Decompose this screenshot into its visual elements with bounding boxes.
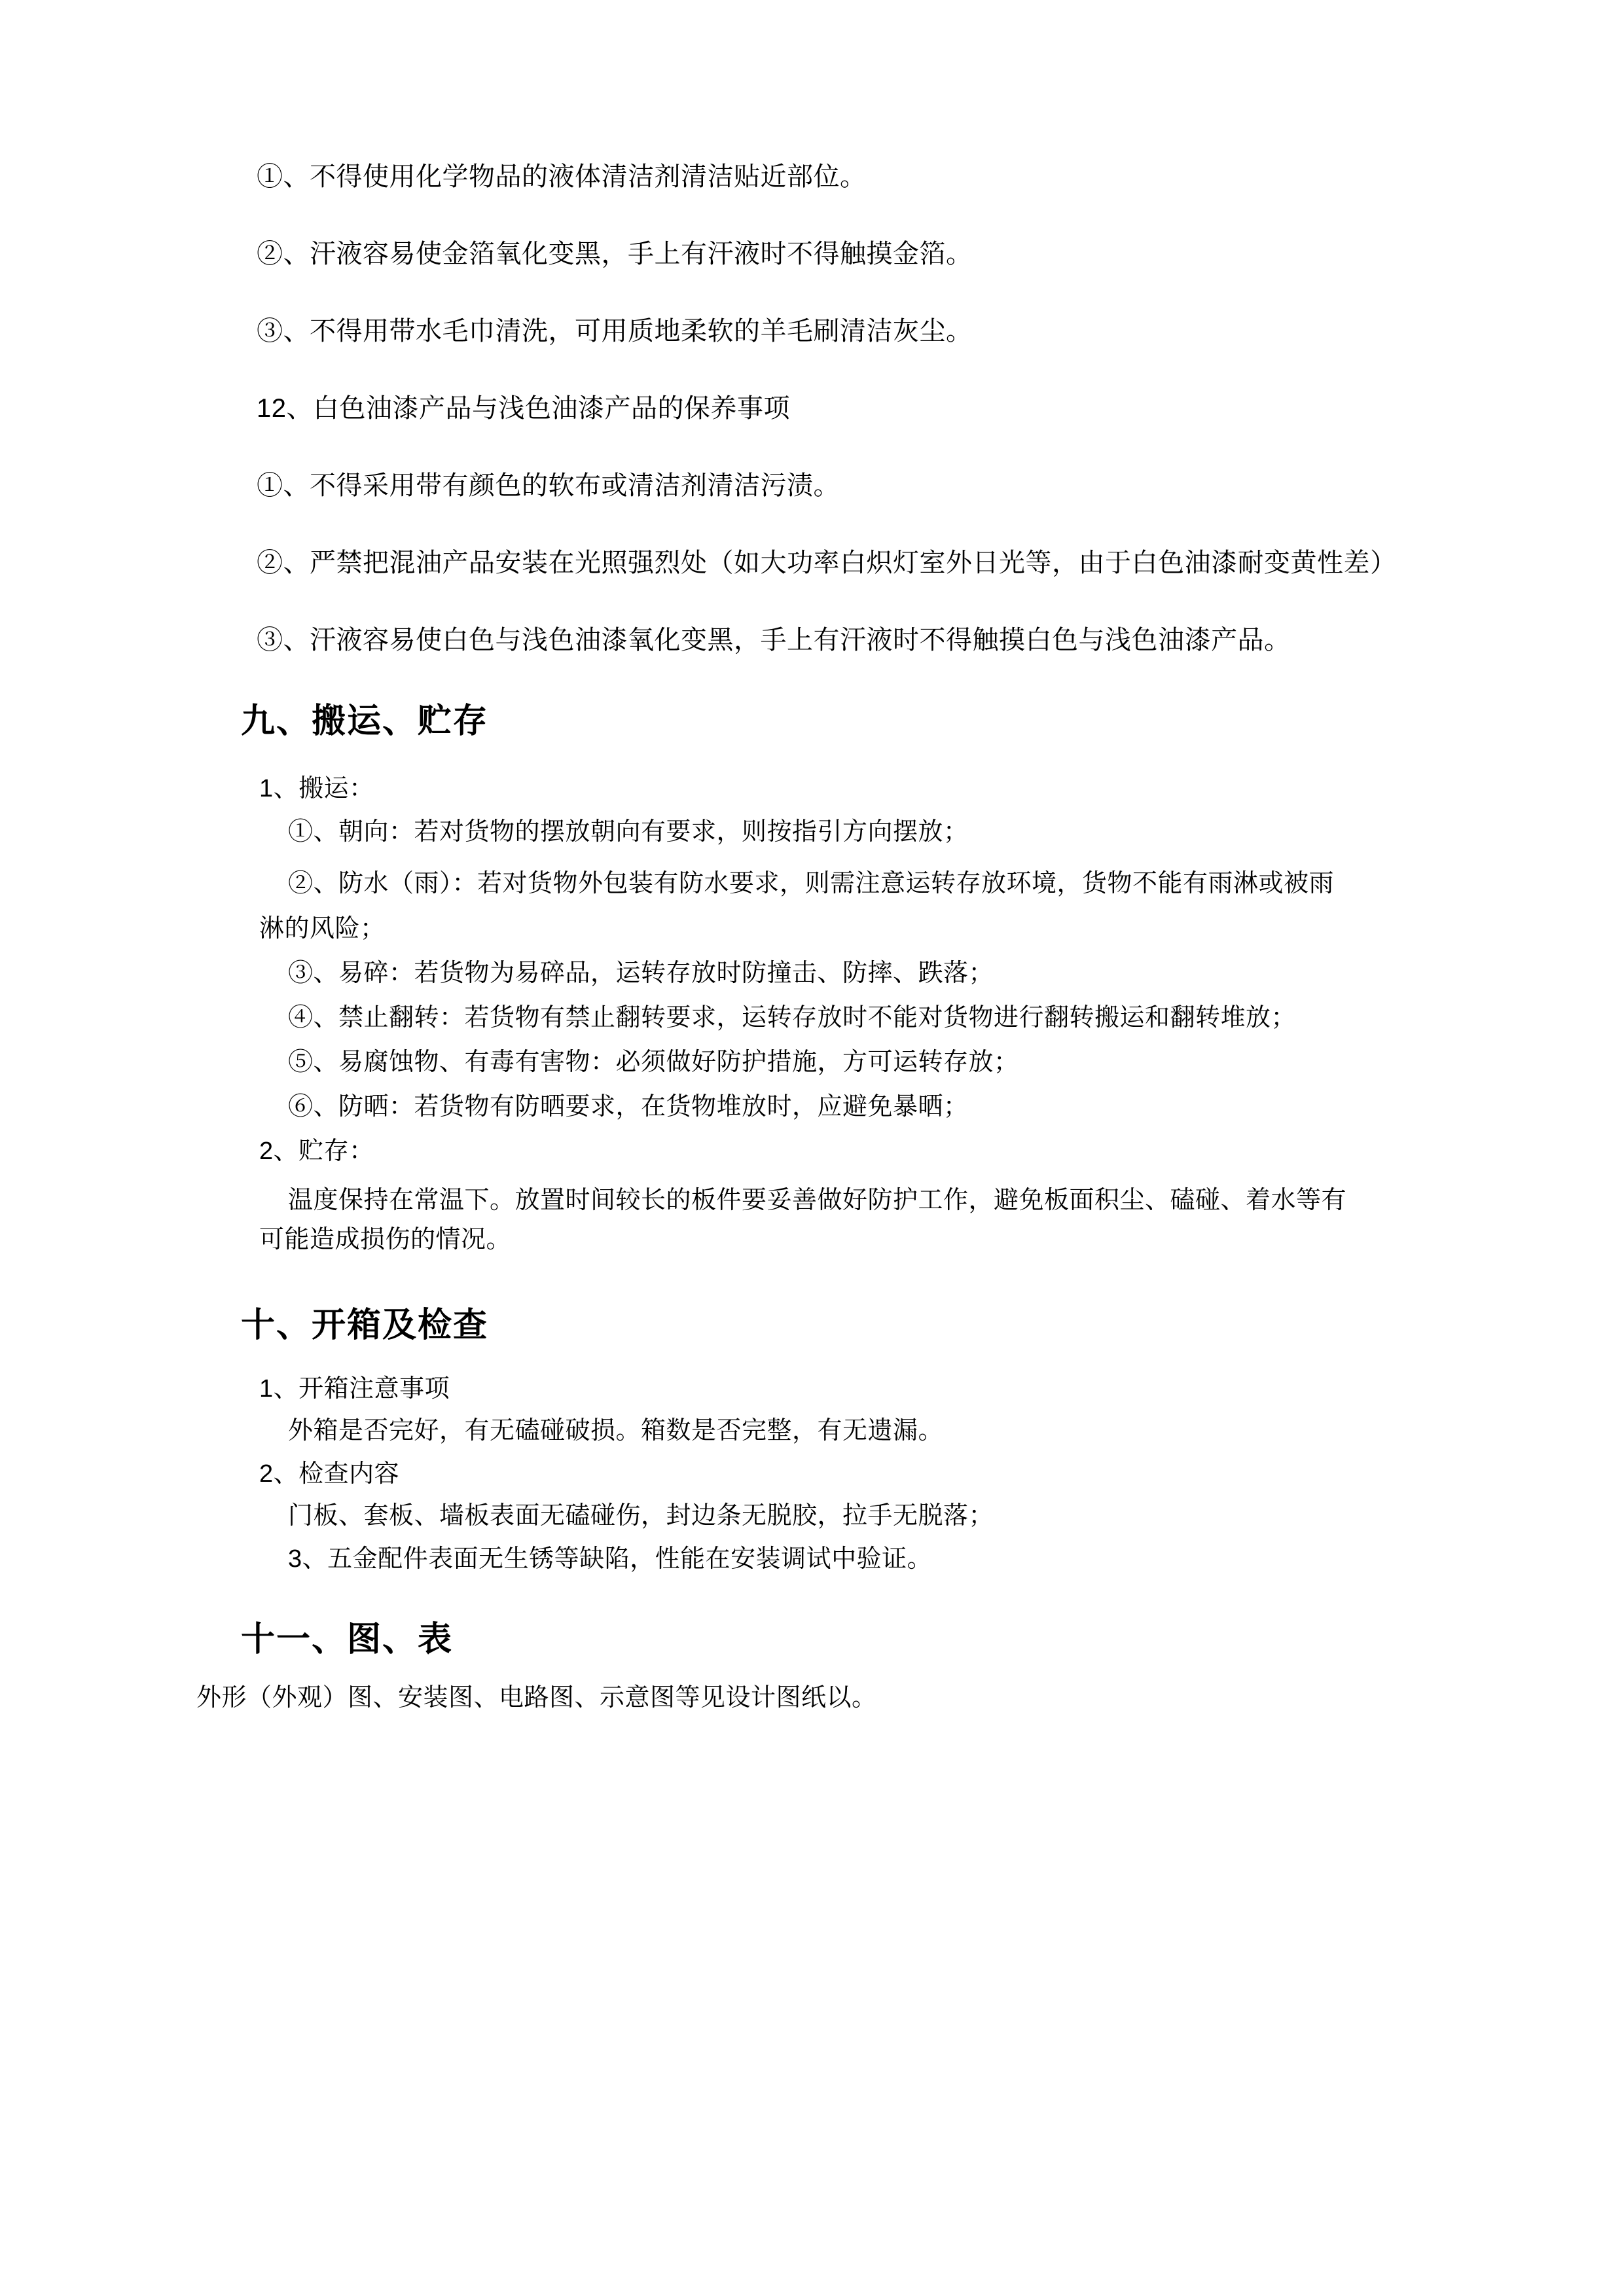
- list-item: ①、不得采用带有颜色的软布或清洁剂清洁污渍。: [257, 471, 840, 500]
- section-heading-11: 十一、图、表: [241, 1621, 454, 1659]
- section10-item-3: 3、五金配件表面无生锈等缺陷，性能在安装调试中验证。: [288, 1545, 933, 1573]
- section10-item-2-body: 门板、套板、墙板表面无磕碰伤，封边条无脱胶，拉手无脱落；: [288, 1502, 994, 1530]
- list-item: ⑤、易腐蚀物、有毒有害物：必须做好防护措施，方可运转存放；: [288, 1048, 1019, 1076]
- list-item: ③、不得用带水毛巾清洗，可用质地柔软的羊毛刷清洁灰尘。: [257, 317, 973, 346]
- list-item: ③、汗液容易使白色与浅色油漆氧化变黑，手上有汗液时不得触摸白色与浅色油漆产品。: [257, 626, 1291, 655]
- list-item: ③、易碎：若货物为易碎品，运转存放时防撞击、防摔、跌落；: [288, 959, 994, 987]
- section10-item-1-label: 1、开箱注意事项: [259, 1375, 450, 1403]
- section9-item-1-label: 1、搬运：: [259, 775, 374, 802]
- list-item: ①、朝向：若对货物的摆放朝向有要求，则按指引方向摆放；: [288, 818, 969, 846]
- list-item-continuation: 淋的风险；: [259, 914, 386, 942]
- list-item: ②、严禁把混油产品安装在光照强烈处（如大功率白炽灯室外日光等，由于白色油漆耐变黄性差）: [257, 548, 1397, 577]
- document-body: [196, 164, 1428, 1710]
- section-heading-10: 十、开箱及检查: [241, 1306, 489, 1345]
- list-item: ①、不得使用化学物品的液体清洁剂清洁贴近部位。: [257, 162, 867, 191]
- section9-item-2-body-line1: 温度保持在常温下。放置时间较长的板件要妥善做好防护工作，避免板面积尘、磕碰、着水等有: [288, 1186, 1347, 1214]
- list-item: ②、汗液容易使金箔氧化变黑，手上有汗液时不得触摸金箔。: [257, 240, 973, 268]
- section11-body: 外形（外观）图、安装图、电路图、示意图等见设计图纸以。: [196, 1684, 877, 1712]
- section-heading-9: 九、搬运、贮存: [241, 702, 489, 740]
- section9-item-2-body-line2: 可能造成损伤的情况。: [259, 1226, 512, 1254]
- list-item: ④、禁止翻转：若货物有禁止翻转要求，运转存放时不能对货物进行翻转搬运和翻转堆放；: [288, 1003, 1297, 1031]
- section10-item-1-body: 外箱是否完好，有无磕碰破损。箱数是否完整，有无遗漏。: [288, 1417, 944, 1445]
- section10-item-2-label: 2、检查内容: [259, 1460, 400, 1488]
- list-item: ②、防水（雨）：若对货物外包装有防水要求，则需注意运转存放环境，货物不能有雨淋或被雨: [288, 870, 1335, 897]
- section9-item-2-label: 2、贮存：: [259, 1137, 374, 1165]
- list-item: ⑥、防晒：若货物有防晒要求，在货物堆放时，应避免暴晒；: [288, 1092, 969, 1121]
- list-item: 12、白色油漆产品与浅色油漆产品的保养事项: [257, 394, 790, 423]
